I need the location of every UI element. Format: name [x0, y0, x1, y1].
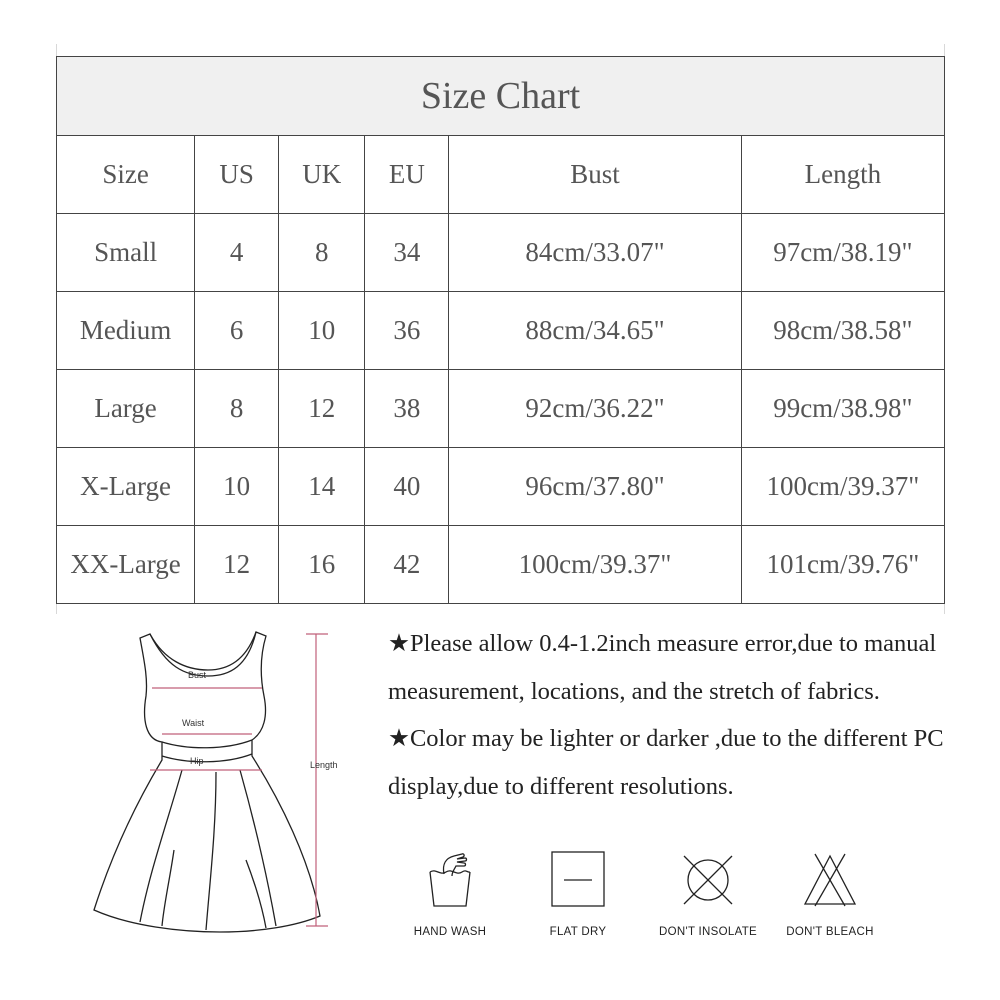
dress-outline [94, 632, 320, 932]
cell-us: 8 [195, 370, 279, 448]
cell-bust: 96cm/37.80" [449, 448, 741, 526]
cell-length: 100cm/39.37" [741, 448, 944, 526]
dress-diagram [70, 620, 370, 940]
care-hand-wash [390, 850, 510, 938]
cell-size: Small [57, 214, 195, 292]
table-row [57, 292, 945, 370]
table-row [57, 526, 945, 604]
grid-guide [56, 44, 57, 56]
cell-length: 97cm/38.19" [741, 214, 944, 292]
care-notes [388, 620, 948, 810]
dont-bleach-icon [801, 850, 859, 908]
cell-size: X-Large [57, 448, 195, 526]
cell-uk: 8 [279, 214, 365, 292]
cell-uk: 12 [279, 370, 365, 448]
care-dont-insolate [648, 850, 768, 938]
hand-wash-icon [424, 850, 476, 908]
cell-bust: 92cm/36.22" [449, 370, 741, 448]
flat-dry-label: FLAT DRY [549, 926, 607, 938]
table-title: Size Chart [57, 57, 945, 136]
grid-guide [944, 604, 945, 614]
star-icon: ★ [388, 725, 410, 752]
header-size: Size [57, 136, 195, 214]
cell-eu: 34 [365, 214, 449, 292]
cell-eu: 40 [365, 448, 449, 526]
table-row [57, 370, 945, 448]
cell-eu: 42 [365, 526, 449, 604]
note-color: ★Color may be lighter or darker ,due to the different PC display,due to different resolutions. [388, 725, 944, 800]
header-eu: EU [365, 136, 449, 214]
dont-insolate-icon [678, 850, 738, 908]
table-row [57, 448, 945, 526]
header-length: Length [741, 136, 944, 214]
cell-us: 6 [195, 292, 279, 370]
cell-size: XX-Large [57, 526, 195, 604]
waist-label: Waist [182, 718, 205, 728]
care-flat-dry [518, 850, 638, 938]
cell-bust: 88cm/34.65" [449, 292, 741, 370]
cell-size: Medium [57, 292, 195, 370]
bust-label: Bust [188, 670, 207, 680]
length-label: Length [310, 760, 338, 770]
cell-length: 98cm/38.58" [741, 292, 944, 370]
care-dont-bleach [770, 850, 890, 938]
dont-insolate-label: DON'T INSOLATE [659, 926, 757, 938]
cell-bust: 84cm/33.07" [449, 214, 741, 292]
cell-size: Large [57, 370, 195, 448]
cell-us: 10 [195, 448, 279, 526]
cell-uk: 10 [279, 292, 365, 370]
grid-guide [944, 44, 945, 56]
star-icon: ★ [388, 630, 410, 657]
cell-eu: 38 [365, 370, 449, 448]
cell-us: 12 [195, 526, 279, 604]
hand-wash-label: HAND WASH [413, 926, 487, 938]
cell-uk: 14 [279, 448, 365, 526]
cell-uk: 16 [279, 526, 365, 604]
size-chart-table [56, 56, 945, 604]
table-header-row [57, 136, 945, 214]
dont-bleach-label: DON'T BLEACH [786, 926, 874, 938]
header-bust: Bust [449, 136, 741, 214]
flat-dry-icon [550, 850, 606, 908]
table-row [57, 214, 945, 292]
hip-label: Hip [190, 756, 204, 766]
note-measure-error: ★Please allow 0.4-1.2inch measure error,due to manual measurement, locations, and the stretch of fabrics. [388, 630, 937, 705]
cell-us: 4 [195, 214, 279, 292]
grid-guide [56, 604, 57, 614]
header-uk: UK [279, 136, 365, 214]
cell-length: 101cm/39.76" [741, 526, 944, 604]
cell-length: 99cm/38.98" [741, 370, 944, 448]
header-us: US [195, 136, 279, 214]
cell-eu: 36 [365, 292, 449, 370]
cell-bust: 100cm/39.37" [449, 526, 741, 604]
